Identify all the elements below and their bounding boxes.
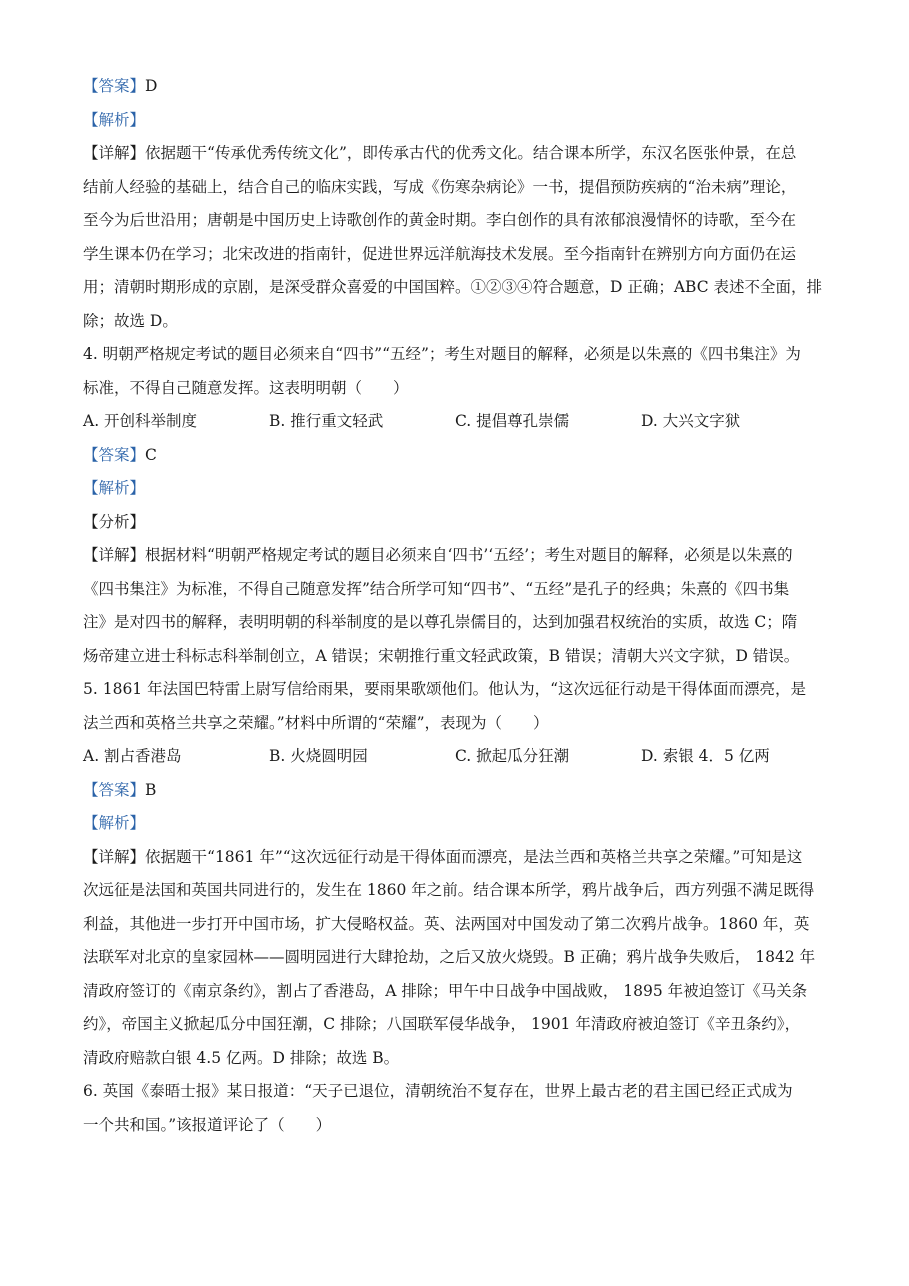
answer-line bbox=[83, 774, 828, 808]
answer-tag: 【答案】 bbox=[83, 780, 146, 799]
detail-tag: 【详解】 bbox=[83, 144, 146, 162]
answer-tag: 【答案】 bbox=[83, 77, 146, 95]
detail-line: 清政府签订的《南京条约》，割占了香港岛，A 排除；甲午中日战争中国战败， 1895 年被迫签订《马关条 bbox=[83, 981, 808, 1000]
document-page bbox=[83, 70, 828, 1142]
detail-line: 清政府赔款白银 4.5 亿两。D 排除；故选 B。 bbox=[83, 1048, 400, 1067]
detail-line: 约》，帝国主义掀起瓜分中国狂潮，C 排除；八国联军侵华战争， 1901 年清政府被迫签订《辛丑条约》， bbox=[83, 1015, 801, 1033]
detail-text: 根据材料“明朝严格规定考试的题目必须来自‘四书’‘五经’；考生对题目的解释，必须是以朱熹的 bbox=[145, 546, 793, 564]
detail-tag: 【详解】 bbox=[83, 847, 146, 866]
option-c: C. 提倡尊孔崇儒 bbox=[455, 412, 570, 430]
detail-line: 注》是对四书的解释，表明明朝的科举制度的是以尊孔崇儒目的，达到加强君权统治的实质，故选 C；隋 bbox=[83, 613, 798, 631]
option-d: D. 大兴文字狱 bbox=[641, 412, 741, 430]
option-a: A. 割占香港岛 bbox=[83, 747, 182, 765]
detail-line: 结前人经验的基础上，结合自己的临床实践，写成《伤寒杂病论》一书，提倡预防疾病的“治未病”理论， bbox=[83, 177, 797, 196]
question-stem: 法兰西和英格兰共享之荣耀。”材料中所谓的“荣耀”，表现为（ ） bbox=[83, 713, 549, 732]
question-stem: 6. 英国《泰晤士报》某日报道：“天子已退位，清朝统治不复存在，世界上最古老的君主国已经正式成为 bbox=[83, 1082, 793, 1100]
question-stem: 一个共和国。”该报道评论了（ ） bbox=[83, 1115, 332, 1134]
option-d: D. 索银 4．5 亿两 bbox=[641, 747, 770, 765]
answer-line bbox=[83, 70, 828, 104]
detail-line bbox=[83, 841, 828, 875]
detail-line: 除；故选 D。 bbox=[83, 311, 178, 330]
detail-line bbox=[83, 137, 828, 171]
detail-line: 炀帝建立进士科标志科举制创立，A 错误；宋朝推行重文轻武政策，B 错误；清朝大兴文字狱，D 错误。 bbox=[83, 646, 800, 665]
option-b: B. 火烧圆明园 bbox=[269, 747, 368, 765]
detail-tag: 【详解】 bbox=[83, 546, 146, 564]
option-b: B. 推行重文轻武 bbox=[269, 412, 384, 430]
detail-line: 至今为后世沿用；唐朝是中国历史上诗歌创作的黄金时期。李白创作的具有浓郁浪漫情怀的诗歌，至今在 bbox=[83, 211, 797, 229]
option-c: C. 掀起瓜分狂潮 bbox=[455, 747, 570, 765]
analysis-tag: 【解析】 bbox=[83, 814, 146, 832]
detail-line: 利益，其他进一步打开中国市场，扩大侵略权益。英、法两国对中国发动了第二次鸦片战争。1860 年，英 bbox=[83, 914, 810, 933]
detail-line: 次远征是法国和英国共同进行的，发生在 1860 年之前。结合课本所学，鸦片战争后，西方列强不满足既得 bbox=[83, 881, 815, 899]
answer-line bbox=[83, 439, 828, 473]
detail-text: 依据题干“传承优秀传统文化”，即传承古代的优秀文化。结合课本所学，东汉名医张仲景，在总 bbox=[145, 144, 797, 162]
options-row bbox=[83, 740, 828, 774]
question-stem: 标准，不得自己随意发挥。这表明明朝（ ） bbox=[83, 378, 409, 397]
analysis-tag: 【解析】 bbox=[83, 110, 146, 129]
options-row bbox=[83, 405, 828, 439]
detail-line: 法联军对北京的皇家园林——圆明园进行大肆抢劫，之后又放火烧毁。B 正确；鸦片战争失败后， 1842 年 bbox=[83, 948, 816, 966]
answer-value: B bbox=[145, 780, 157, 799]
answer-value: C bbox=[145, 445, 157, 464]
detail-line: 学生课本仍在学习；北宋改进的指南针，促进世界远洋航海技术发展。至今指南针在辨别方向方面仍在运 bbox=[83, 244, 797, 263]
answer-tag: 【答案】 bbox=[83, 445, 146, 464]
fenxi-tag: 【分析】 bbox=[83, 512, 146, 531]
answer-value: D bbox=[145, 77, 158, 95]
detail-text: 依据题干“1861 年”“这次远征行动是干得体面而漂亮，是法兰西和英格兰共享之荣耀。”可知是这 bbox=[145, 847, 803, 866]
detail-line bbox=[83, 539, 828, 573]
detail-line: 用；清朝时期形成的京剧，是深受群众喜爱的中国国粹。①②③④符合题意，D 正确；ABC 表述不全面，排 bbox=[83, 278, 823, 296]
question-stem: 4. 明朝严格规定考试的题目必须来自“四书”“五经”；考生对题目的解释，必须是以朱熹的《四书集注》为 bbox=[83, 345, 801, 363]
question-stem: 5. 1861 年法国巴特雷上尉写信给雨果，要雨果歌颂他们。他认为，“这次远征行动是干得体面而漂亮，是 bbox=[83, 680, 807, 698]
option-a: A. 开创科举制度 bbox=[83, 412, 198, 430]
analysis-tag: 【解析】 bbox=[83, 479, 146, 497]
detail-line: 《四书集注》为标准，不得自己随意发挥”结合所学可知“四书”、“五经”是孔子的经典；朱熹的《四书集 bbox=[83, 579, 790, 598]
